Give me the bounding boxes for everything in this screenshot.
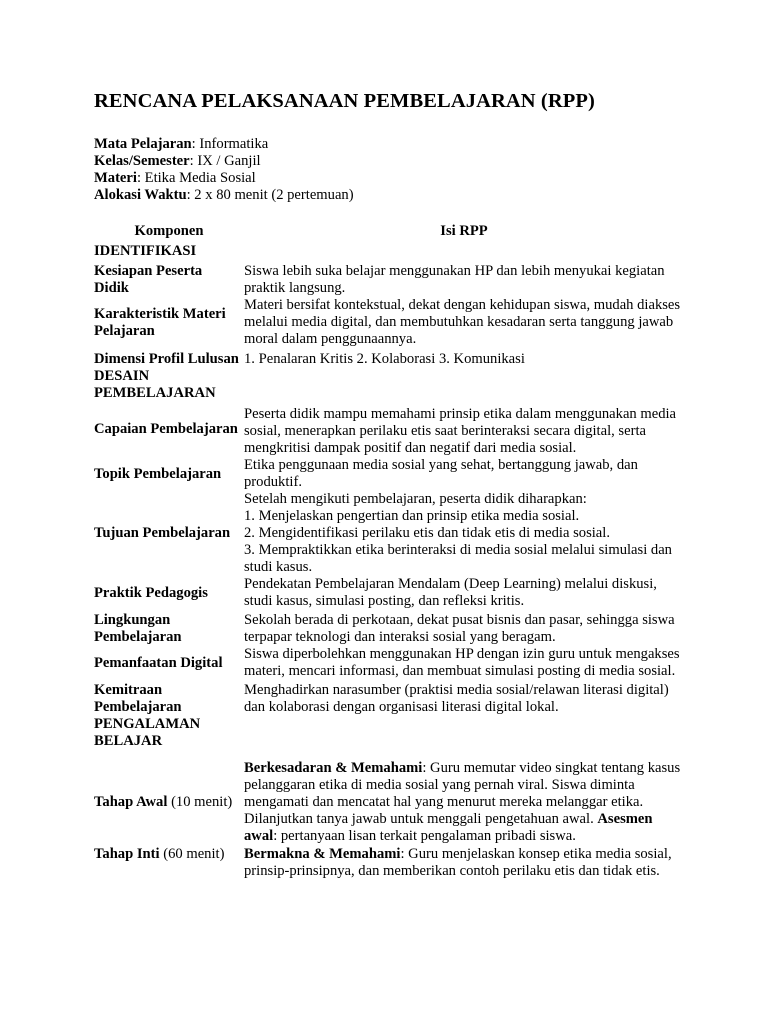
meta-materi: Materi: Etika Media Sosial — [94, 170, 256, 186]
rpp-table — [94, 223, 684, 880]
table-row — [94, 646, 684, 680]
table-row — [94, 402, 684, 457]
row-value: Menghadirkan narasumber (praktisi media sosial/relawan literasi digital) dan kolaborasi dengan organisasi literasi digital lokal. — [244, 682, 669, 715]
row-label: Karakteristik Materi Pelajaran — [94, 305, 226, 339]
row-label: Topik Pembelajaran — [94, 465, 222, 482]
row-value: Siswa diperbolehkan menggunakan HP dengan izin guru untuk mengakses materi, mencari informasi, dan membuat simulasi posting di media sosial. — [244, 646, 680, 679]
document-title: RENCANA PELAKSANAAN PEMBELAJARAN (RPP) — [94, 90, 595, 112]
row-label: Tahap Inti (60 menit) — [94, 846, 225, 862]
row-value: Pendekatan Pembelajaran Mendalam (Deep Learning) melalui diskusi, studi kasus, simulasi posting, dan refleksi kritis. — [244, 576, 657, 609]
row-value: 1. Penalaran Kritis 2. Kolaborasi 3. Komunikasi — [244, 351, 525, 367]
table-row — [94, 610, 684, 646]
table-row — [94, 260, 684, 297]
row-label: Kesiapan Peserta Didik — [94, 263, 203, 296]
row-label: Pemanfaatan Digital — [94, 654, 223, 671]
row-label: Kemitraan Pembelajaran — [94, 682, 182, 715]
table-row — [94, 680, 684, 716]
meta-mata-pelajaran: Mata Pelajaran: Informatika — [94, 136, 269, 152]
row-label: Dimensi Profil Lulusan — [94, 351, 239, 367]
list-item: 1. Menjelaskan pengertian dan prinsip etika media sosial. — [244, 508, 580, 524]
table-row — [94, 845, 684, 880]
row-value: Berkesadaran & Memahami: Guru memutar video singkat tentang kasus pelanggaran etika di media sosial yang pernah viral. Siswa diminta mengamati dan mencatat hal yang menurut mereka melanggar etika. Dilanjutkan tanya jawab untuk menggali pengetahuan awal. Asesmen awal: pertanyaan lisan terkait pengalaman pribadi siswa. — [244, 760, 681, 844]
table-row — [94, 491, 684, 576]
meta-block — [94, 136, 698, 204]
table-row — [94, 348, 684, 368]
header-komponen: Komponen — [134, 223, 204, 239]
table-header — [94, 223, 684, 243]
list-item: 2. Mengidentifikasi perilaku etis dan tidak etis di media sosial. — [244, 525, 610, 541]
row-label: Capaian Pembelajaran — [94, 421, 238, 437]
table-row — [94, 750, 684, 845]
meta-kelas-semester: Kelas/Semester: IX / Ganjil — [94, 153, 261, 169]
section-identifikasi: IDENTIFIKASI — [94, 243, 197, 259]
row-value: Materi bersifat kontekstual, dekat dengan kehidupan siswa, mudah diakses melalui media digital, dan membutuhkan kesadaran serta tanggung jawab moral dalam penggunaannya. — [244, 297, 681, 347]
header-isi-rpp: Isi RPP — [440, 223, 488, 239]
list-item: 3. Mempraktikkan etika berinteraksi di media sosial melalui simulasi dan studi kasus. — [244, 542, 672, 575]
row-value: Bermakna & Memahami: Guru menjelaskan konsep etika media sosial, prinsip-prinsipnya, dan memberikan contoh perilaku etis dan tidak etis. — [244, 846, 672, 879]
list-item: Setelah mengikuti pembelajaran, peserta didik diharapkan: — [244, 491, 587, 507]
section-desain: DESAIN PEMBELAJARAN — [94, 368, 216, 401]
row-value: Etika penggunaan media sosial yang sehat, bertanggung jawab, dan produktif. — [244, 457, 638, 490]
row-value — [244, 491, 684, 576]
meta-alokasi-waktu: Alokasi Waktu: 2 x 80 menit (2 pertemuan) — [94, 187, 354, 203]
row-label: Praktik Pedagogis — [94, 584, 208, 601]
row-label: Lingkungan Pembelajaran — [94, 612, 182, 645]
row-label: Tahap Awal (10 menit) — [94, 794, 233, 810]
table-row — [94, 576, 684, 610]
section-pengalaman: PENGALAMAN BELAJAR — [94, 716, 201, 749]
table-row — [94, 457, 684, 491]
row-value: Siswa lebih suka belajar menggunakan HP dan lebih menyukai kegiatan praktik langsung. — [244, 263, 665, 296]
row-value: Peserta didik mampu memahami prinsip etika dalam menggunakan media sosial, menerapkan perilaku etis saat berinteraksi secara digital, serta mengkritisi dampak positif dan negatif dari media sosial. — [244, 406, 677, 456]
row-label: Tujuan Pembelajaran — [94, 525, 231, 541]
table-row — [94, 297, 684, 348]
row-value: Sekolah berada di perkotaan, dekat pusat bisnis dan pasar, sehingga siswa terpapar teknologi dan interaksi sosial yang beragam. — [244, 612, 675, 645]
